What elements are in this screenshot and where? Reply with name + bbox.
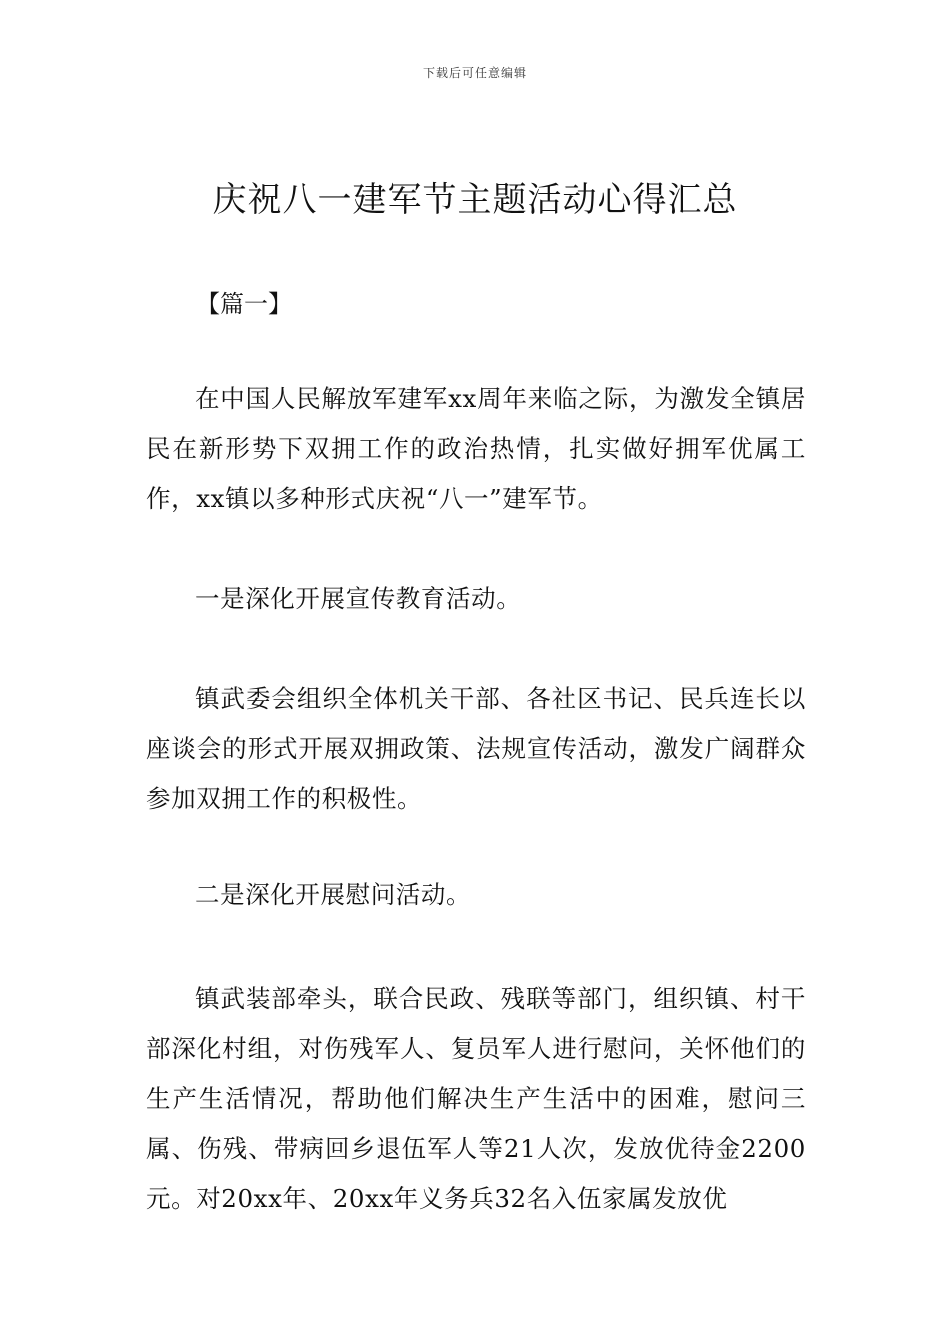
- document-title: 庆祝八一建军节主题活动心得汇总: [212, 180, 738, 220]
- paragraph-body-2: 镇武装部牵头，联合民政、残联等部门，组织镇、村干部深化村组，对伤残军人、复员军人进行慰问，关怀他们的生产生活情况，帮助他们解决生产生活中的困难，慰问三属、伤残、带病回乡退伍军人等21人次，发放优待金2200元。对20xx年、20xx年义务兵32名入伍家属发放优: [146, 984, 806, 1213]
- paragraph-heading-1: 一是深化开展宣传教育活动。: [195, 584, 522, 613]
- header-note: 下载后可任意编辑: [422, 66, 527, 80]
- section-label: 【篇一】: [196, 290, 292, 318]
- paragraph-intro: 在中国人民解放军建军xx周年来临之际，为激发全镇居民在新形势下双拥工作的政治热情，扎实做好拥军优属工作，xx镇以多种形式庆祝“八一”建军节。: [146, 384, 806, 513]
- paragraph-heading-2: 二是深化开展慰问活动。: [195, 880, 472, 909]
- paragraph-body-1: 镇武委会组织全体机关干部、各社区书记、民兵连长以座谈会的形式开展双拥政策、法规宣传活动，激发广阔群众参加双拥工作的积极性。: [146, 684, 806, 813]
